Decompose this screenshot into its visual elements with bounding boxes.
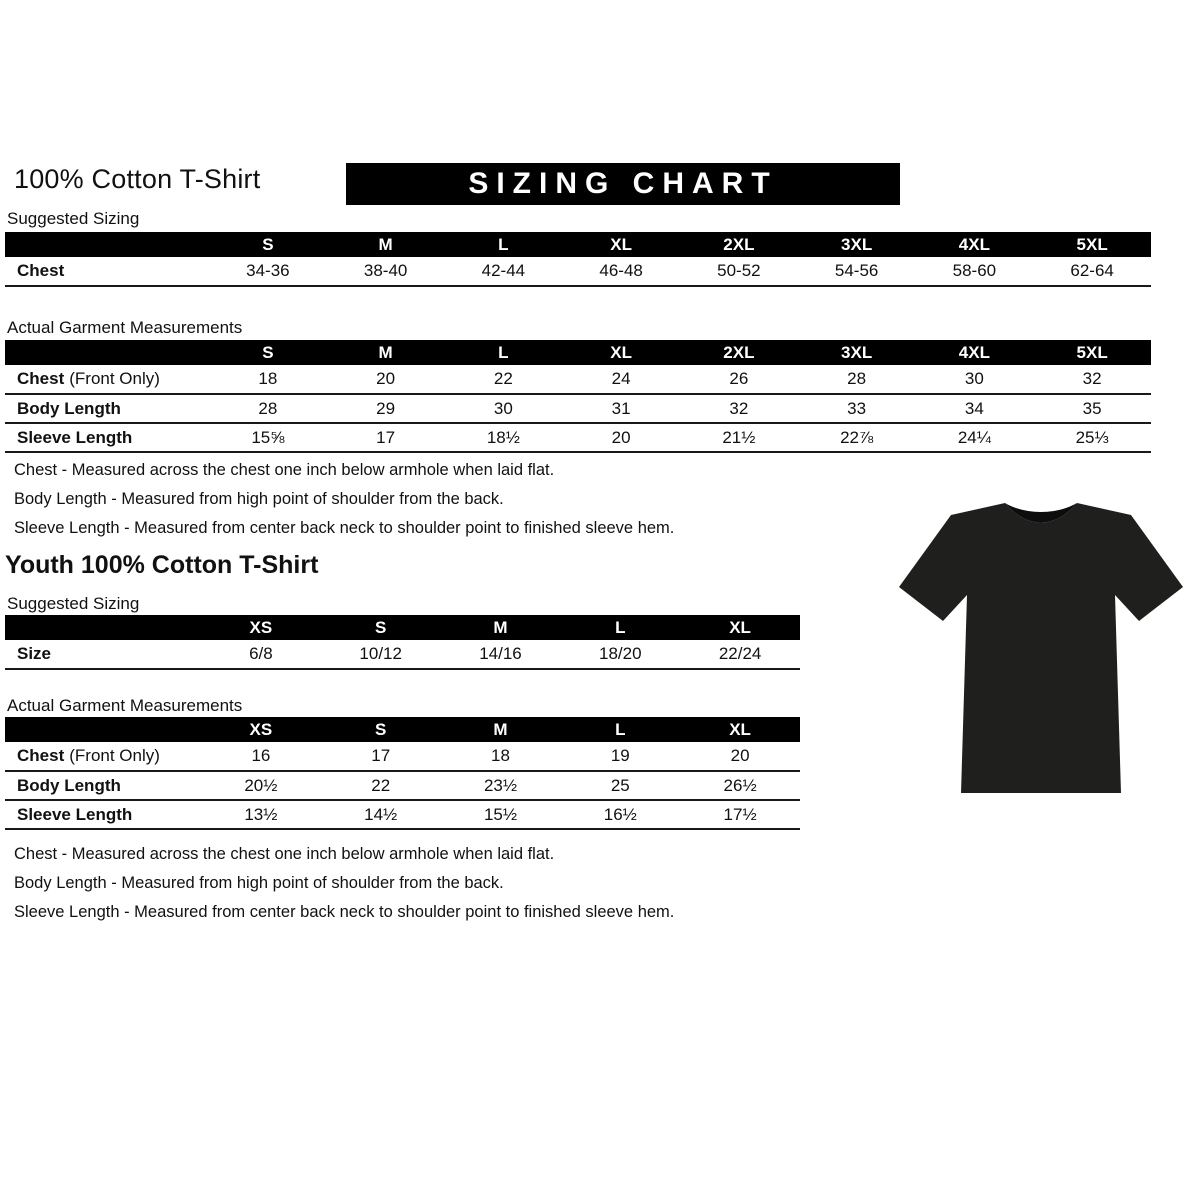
measurement-cell: 50-52 (680, 257, 798, 286)
measurement-cell: 17 (327, 423, 445, 452)
col-header-4xl: 4XL (916, 340, 1034, 365)
measurement-cell: 17 (321, 742, 441, 771)
measurement-cell: 20 (327, 365, 445, 394)
col-header-xl: XL (680, 615, 800, 640)
measurement-cell: 54-56 (798, 257, 916, 286)
measurement-cell: 24 (562, 365, 680, 394)
table-row (5, 394, 1151, 423)
measurement-cell: 30 (916, 365, 1034, 394)
row-label-text: Chest (17, 746, 65, 765)
measurement-cell: 46-48 (562, 257, 680, 286)
measurement-cell: 34 (916, 394, 1034, 423)
sizing-chart-banner: SIZING CHART (346, 163, 900, 205)
col-header-4xl: 4XL (916, 232, 1034, 257)
measurement-cell: 28 (798, 365, 916, 394)
measurement-note: Body Length - Measured from high point of shoulder from the back. (14, 490, 504, 508)
measurement-cell: 62-64 (1033, 257, 1151, 286)
table-row (5, 640, 800, 669)
measurement-cell: 34-36 (209, 257, 327, 286)
row-label (5, 257, 209, 286)
col-header-3xl: 3XL (798, 232, 916, 257)
adult-title: 100% Cotton T-Shirt (14, 164, 261, 194)
col-header-m: M (327, 232, 445, 257)
adult-suggested-table (5, 232, 1151, 287)
table-row (5, 771, 800, 800)
measurement-cell: 42-44 (445, 257, 563, 286)
empty-header-cell (5, 717, 201, 742)
col-header-xs: XS (201, 717, 321, 742)
measurement-cell: 13½ (201, 800, 321, 829)
col-header-l: L (445, 340, 563, 365)
col-header-m: M (441, 615, 561, 640)
measurement-note: Body Length - Measured from high point of shoulder from the back. (14, 874, 504, 892)
measurement-cell: 33 (798, 394, 916, 423)
youth-actual-table (5, 717, 800, 830)
measurement-cell: 38-40 (327, 257, 445, 286)
measurement-note: Chest - Measured across the chest one inch below armhole when laid flat. (14, 845, 555, 863)
empty-header-cell (5, 340, 209, 365)
measurement-cell: 32 (680, 394, 798, 423)
adult-actual-measurements-label: Actual Garment Measurements (7, 318, 243, 337)
measurement-cell: 20 (680, 742, 800, 771)
row-label (5, 800, 201, 829)
measurement-cell: 22 (445, 365, 563, 394)
adult-suggested-sizing-label: Suggested Sizing (7, 209, 140, 228)
empty-header-cell (5, 232, 209, 257)
measurement-cell: 17½ (680, 800, 800, 829)
youth-suggested-table (5, 615, 800, 670)
table-row (5, 742, 800, 771)
row-label (5, 640, 201, 669)
row-label-text: Chest (17, 261, 65, 280)
measurement-cell: 15½ (441, 800, 561, 829)
measurement-cell: 10/12 (321, 640, 441, 669)
measurement-cell: 14/16 (441, 640, 561, 669)
table-row (5, 257, 1151, 286)
row-label-text: Size (17, 644, 52, 663)
measurement-cell: 22⅞ (798, 423, 916, 452)
measurement-cell: 22/24 (680, 640, 800, 669)
col-header-l: L (560, 717, 680, 742)
measurement-cell: 32 (1033, 365, 1151, 394)
measurement-cell: 18 (209, 365, 327, 394)
adult-measurement-notes (14, 461, 674, 548)
table-row (5, 423, 1151, 452)
measurement-cell: 16 (201, 742, 321, 771)
col-header-5xl: 5XL (1033, 232, 1151, 257)
row-label-text: Body Length (17, 398, 121, 418)
col-header-s: S (321, 615, 441, 640)
tshirt-silhouette (893, 477, 1189, 815)
measurement-note: Sleeve Length - Measured from center back neck to shoulder point to finished sleeve hem. (14, 519, 675, 537)
measurement-cell: 15⅝ (209, 423, 327, 452)
tshirt-image (893, 477, 1189, 815)
measurement-cell: 29 (327, 394, 445, 423)
adult-actual-table (5, 340, 1151, 453)
youth-title: Youth 100% Cotton T-Shirt (5, 551, 319, 579)
row-label-text: Chest (17, 369, 65, 388)
youth-actual-measurements-label: Actual Garment Measurements (7, 696, 243, 715)
table-row (5, 365, 1151, 394)
table-header-row (5, 340, 1151, 365)
row-label-text: Body Length (17, 775, 121, 795)
measurement-cell: 35 (1033, 394, 1151, 423)
col-header-m: M (441, 717, 561, 742)
measurement-cell: 26½ (680, 771, 800, 800)
measurement-cell: 20½ (201, 771, 321, 800)
col-header-xl: XL (680, 717, 800, 742)
measurement-cell: 24¼ (916, 423, 1034, 452)
table-header-row (5, 615, 800, 640)
table-header-row (5, 232, 1151, 257)
row-label-suffix: (Front Only) (69, 746, 160, 765)
col-header-s: S (209, 232, 327, 257)
measurement-cell: 25 (560, 771, 680, 800)
col-header-s: S (321, 717, 441, 742)
col-header-m: M (327, 340, 445, 365)
empty-header-cell (5, 615, 201, 640)
measurement-note: Chest - Measured across the chest one inch below armhole when laid flat. (14, 461, 555, 479)
col-header-2xl: 2XL (680, 232, 798, 257)
measurement-cell: 26 (680, 365, 798, 394)
table-header-row (5, 717, 800, 742)
measurement-cell: 31 (562, 394, 680, 423)
col-header-xs: XS (201, 615, 321, 640)
row-label (5, 365, 209, 394)
measurement-cell: 21½ (680, 423, 798, 452)
youth-suggested-sizing-label: Suggested Sizing (7, 594, 140, 613)
measurement-cell: 16½ (560, 800, 680, 829)
row-label-text: Sleeve Length (17, 427, 133, 447)
measurement-cell: 30 (445, 394, 563, 423)
row-label-suffix: (Front Only) (69, 369, 160, 388)
col-header-l: L (560, 615, 680, 640)
col-header-s: S (209, 340, 327, 365)
row-label-text: Sleeve Length (17, 804, 133, 824)
measurement-cell: 22 (321, 771, 441, 800)
measurement-cell: 28 (209, 394, 327, 423)
col-header-xl: XL (562, 232, 680, 257)
col-header-3xl: 3XL (798, 340, 916, 365)
measurement-cell: 58-60 (916, 257, 1034, 286)
row-label (5, 423, 209, 452)
measurement-cell: 14½ (321, 800, 441, 829)
measurement-cell: 18½ (445, 423, 563, 452)
row-label (5, 394, 209, 423)
table-row (5, 800, 800, 829)
measurement-cell: 6/8 (201, 640, 321, 669)
youth-measurement-notes (14, 845, 674, 932)
measurement-cell: 18 (441, 742, 561, 771)
measurement-cell: 18/20 (560, 640, 680, 669)
col-header-l: L (445, 232, 563, 257)
col-header-xl: XL (562, 340, 680, 365)
col-header-2xl: 2XL (680, 340, 798, 365)
measurement-note: Sleeve Length - Measured from center back neck to shoulder point to finished sleeve hem. (14, 903, 675, 921)
measurement-cell: 25⅓ (1033, 423, 1151, 452)
row-label (5, 742, 201, 771)
measurement-cell: 20 (562, 423, 680, 452)
col-header-5xl: 5XL (1033, 340, 1151, 365)
row-label (5, 771, 201, 800)
measurement-cell: 19 (560, 742, 680, 771)
measurement-cell: 23½ (441, 771, 561, 800)
